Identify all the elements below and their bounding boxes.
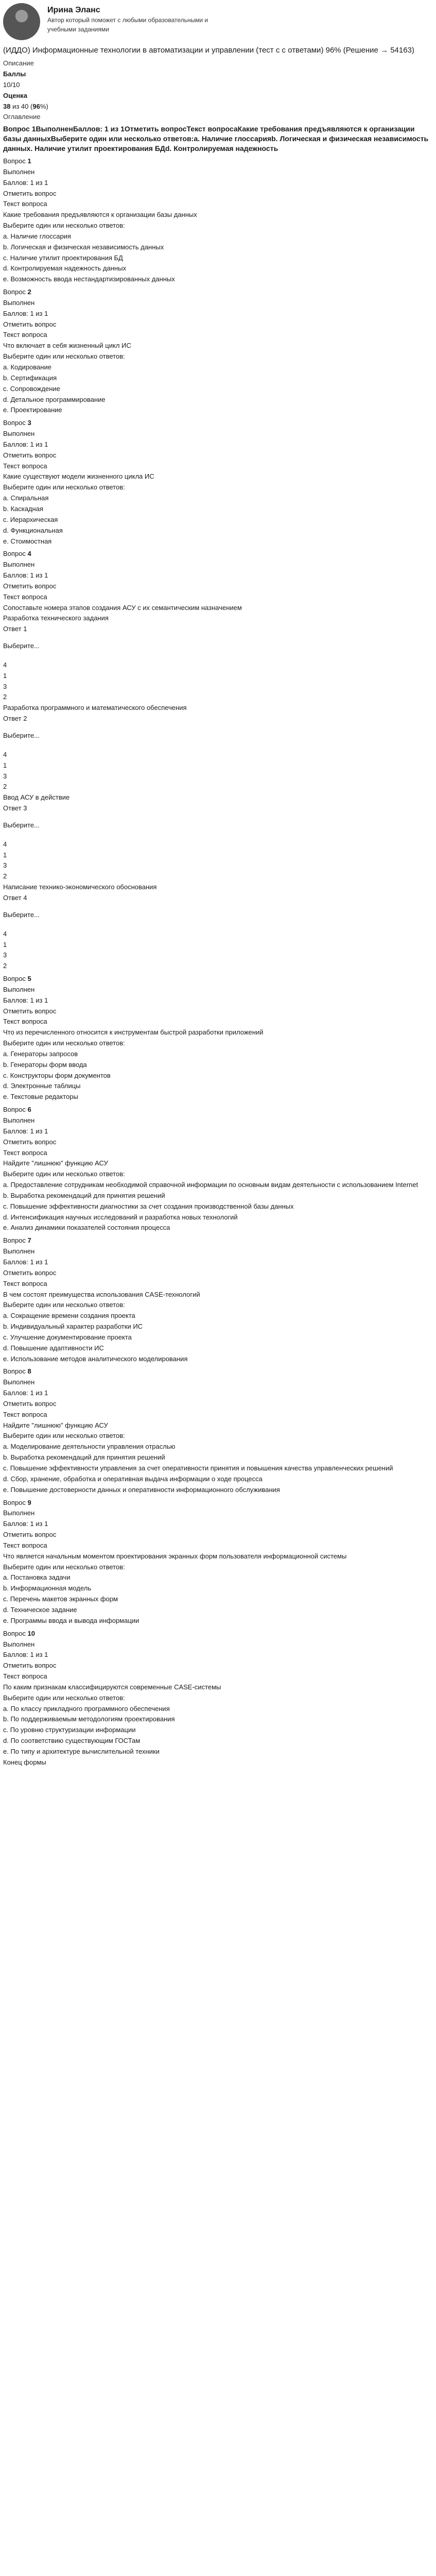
flag-question-link[interactable]: Отметить вопрос bbox=[3, 1138, 57, 1146]
grade-line bbox=[3, 102, 433, 112]
spacer bbox=[3, 742, 433, 749]
answer-option[interactable]: c. По уровню структуризации информации bbox=[3, 1726, 136, 1734]
answer-option[interactable]: d. Сбор, хранение, обработка и оперативная выдача информации о ходе процесса bbox=[3, 1475, 263, 1483]
question-status: Выполнен bbox=[3, 430, 35, 438]
question-number bbox=[3, 1105, 433, 1115]
question-score: Баллов: 1 из 1 bbox=[3, 440, 48, 448]
answer-option[interactable]: a. По классу прикладного программного обеспечения bbox=[3, 1704, 170, 1713]
match-item-title: Разработка программного и математического обеспечения bbox=[3, 704, 187, 712]
question-word: Вопрос bbox=[3, 975, 28, 983]
answer-option[interactable]: d. По соответствию существующим ГОСТам bbox=[3, 1737, 141, 1745]
question-number bbox=[3, 974, 433, 984]
answer-prompt: Выберите один или несколько ответов: bbox=[3, 1039, 125, 1047]
question-status: Выполнен bbox=[3, 985, 35, 993]
match-item-title: Ввод АСУ в действие bbox=[3, 793, 70, 802]
flag-question-link[interactable]: Отметить вопрос bbox=[3, 320, 57, 328]
answer-option[interactable]: e. Стоимостная bbox=[3, 537, 52, 545]
answer-option[interactable]: e. Текстовые редакторы bbox=[3, 1093, 78, 1101]
author-description: Автор который поможет с любыми образовательными и учебными заданиями bbox=[47, 16, 208, 33]
questions-block-b bbox=[3, 974, 433, 1757]
question-word: Вопрос bbox=[3, 419, 28, 427]
match-answer-label: Ответ 2 bbox=[3, 715, 27, 723]
answer-option[interactable]: d. Электронные таблицы bbox=[3, 1082, 81, 1090]
answer-option[interactable]: a. Сокращение времени создания проекта bbox=[3, 1312, 135, 1320]
question-text-label: Текст вопроса bbox=[3, 462, 47, 470]
question-number bbox=[3, 1367, 433, 1377]
author-card bbox=[3, 3, 433, 40]
answer-option[interactable]: a. Постановка задачи bbox=[3, 1573, 71, 1582]
score-value: 10/10 bbox=[3, 80, 20, 89]
answer-option[interactable]: e. Повышение достоверности данных и оперативности информационного обслуживания bbox=[3, 1485, 280, 1494]
answer-prompt: Выберите один или несколько ответов: bbox=[3, 1563, 125, 1571]
question-number bbox=[3, 157, 433, 166]
answer-option[interactable]: b. Информационная модель bbox=[3, 1584, 92, 1592]
question-text: Что является начальным моментом проектирования экранных форм пользователя информационной системы bbox=[3, 1552, 347, 1560]
match-select-option[interactable]: 1 bbox=[3, 851, 7, 859]
match-answer-label: Ответ 1 bbox=[3, 625, 27, 633]
question-word: Вопрос bbox=[3, 1106, 28, 1114]
match-item-title: Разработка технического задания bbox=[3, 614, 109, 622]
question-text: Что включает в себя жизненный цикл ИС bbox=[3, 342, 131, 350]
match-select-option[interactable]: 3 bbox=[3, 682, 7, 690]
answer-option[interactable]: e. Возможность ввода нестандартизированных данных bbox=[3, 275, 175, 283]
question-text-label: Текст вопроса bbox=[3, 592, 47, 601]
description-label: Описание bbox=[3, 59, 34, 67]
flag-question-link[interactable]: Отметить вопрос bbox=[3, 1662, 57, 1670]
question-text: Сопоставьте номера этапов создания АСУ с их семантическим назначением bbox=[3, 603, 242, 612]
question-status: Выполнен bbox=[3, 1378, 35, 1386]
question-score: Баллов: 1 из 1 bbox=[3, 1520, 48, 1528]
match-select-option[interactable]: 3 bbox=[3, 861, 7, 870]
question-status: Выполнен bbox=[3, 298, 35, 307]
answer-option[interactable]: a. Моделирование деятельности управления отраслью bbox=[3, 1443, 176, 1451]
question-score: Баллов: 1 из 1 bbox=[3, 1258, 48, 1266]
answer-option[interactable]: d. Техническое задание bbox=[3, 1605, 77, 1614]
grade-percent: 96 bbox=[32, 102, 40, 110]
match-select-option[interactable]: 4 bbox=[3, 660, 7, 669]
match-select-option[interactable]: 2 bbox=[3, 872, 7, 880]
answer-option[interactable]: a. Генераторы запросов bbox=[3, 1049, 78, 1058]
answer-option[interactable]: b. Выработка рекомендаций для принятия решений bbox=[3, 1191, 165, 1199]
answer-option[interactable]: c. Улучшение документирование проекта bbox=[3, 1333, 132, 1341]
question-text-label: Текст вопроса bbox=[3, 200, 47, 208]
flag-question-link[interactable]: Отметить вопрос bbox=[3, 1531, 57, 1539]
answer-option[interactable]: a. Кодирование bbox=[3, 363, 51, 371]
answer-option[interactable]: d. Функциональная bbox=[3, 526, 63, 534]
author-info bbox=[47, 3, 212, 34]
answer-option[interactable]: e. Программы ввода и вывода информации bbox=[3, 1616, 139, 1624]
question-word: Вопрос bbox=[3, 1236, 28, 1245]
question-4 bbox=[3, 549, 433, 971]
match-select[interactable]: Выберите... bbox=[3, 732, 40, 740]
question-text: Найдите "лишнюю" функцию АСУ bbox=[3, 1421, 108, 1429]
answer-prompt: Выберите один или несколько ответов: bbox=[3, 1301, 125, 1309]
questions-block-a bbox=[3, 157, 433, 546]
question-status: Выполнен bbox=[3, 1247, 35, 1256]
answer-option[interactable]: c. Перечень макетов экранных форм bbox=[3, 1595, 118, 1603]
flag-question-link[interactable]: Отметить вопрос bbox=[3, 1399, 57, 1408]
answer-option[interactable]: b. Каскадная bbox=[3, 504, 43, 513]
question-num: 3 bbox=[27, 419, 31, 427]
question-text: По каким признакам классифицируются современные CASE-системы bbox=[3, 1683, 221, 1691]
question-num: 7 bbox=[27, 1236, 31, 1245]
answer-option[interactable]: a. Спиральная bbox=[3, 494, 49, 502]
question-number bbox=[3, 549, 433, 559]
question-text: Найдите "лишнюю" функцию АСУ bbox=[3, 1159, 108, 1167]
match-select-option[interactable]: 2 bbox=[3, 962, 7, 970]
spacer bbox=[3, 921, 433, 928]
match-answer-label: Ответ 4 bbox=[3, 893, 27, 902]
question-num: 10 bbox=[27, 1629, 35, 1637]
question-1-heading: Вопрос 1ВыполненБаллов: 1 из 1Отметить вопросТекст вопросаКакие требования предъявляются к организации базы данныхВыберите один или несколько ответов:a. Наличие глоссарияb. Логическая и физическая независимость данных. Наличие утилит проектирования БДd. Контролируемая надежность bbox=[3, 125, 429, 153]
match-select[interactable]: Выберите... bbox=[3, 821, 40, 829]
question-num: 1 bbox=[27, 157, 31, 165]
grade-percent-suffix: %) bbox=[40, 102, 48, 110]
question-number bbox=[3, 1236, 433, 1246]
answer-option[interactable]: b. Сертификация bbox=[3, 374, 57, 382]
answer-prompt: Выберите один или несколько ответов: bbox=[3, 483, 125, 492]
answer-option[interactable]: c. Повышение эффективности диагностики за счет создания производственной базы данных bbox=[3, 1202, 294, 1210]
match-select-option[interactable]: 4 bbox=[3, 840, 7, 848]
question-status: Выполнен bbox=[3, 1116, 35, 1125]
answer-option[interactable]: c. Повышение эффективности управления за счет оперативности принятия и повышения качества управленческих решений bbox=[3, 1464, 393, 1472]
question-word: Вопрос bbox=[3, 1498, 28, 1506]
question-word: Вопрос bbox=[3, 157, 28, 165]
question-number bbox=[3, 418, 433, 428]
match-select-option[interactable]: 2 bbox=[3, 693, 7, 701]
match-select-option[interactable]: 1 bbox=[3, 671, 7, 680]
flag-question-link[interactable]: Отметить вопрос bbox=[3, 1007, 57, 1015]
answer-option[interactable]: c. Конструкторы форм документов bbox=[3, 1071, 111, 1079]
question-text: Что из перечисленного относится к инструментам быстрой разработки приложений bbox=[3, 1028, 264, 1037]
question-score: Баллов: 1 из 1 bbox=[3, 1651, 48, 1659]
question-status: Выполнен bbox=[3, 167, 35, 176]
answer-prompt: Выберите один или несколько ответов: bbox=[3, 1693, 125, 1702]
match-answer-label: Ответ 3 bbox=[3, 804, 27, 812]
question-score: Баллов: 1 из 1 bbox=[3, 996, 48, 1004]
answer-prompt: Выберите один или несколько ответов: bbox=[3, 352, 125, 361]
end-label: Конец формы bbox=[3, 1758, 46, 1766]
answer-option[interactable]: d. Повышение адаптивности ИС bbox=[3, 1344, 104, 1352]
question-word: Вопрос bbox=[3, 1629, 28, 1637]
match-select-option[interactable]: 4 bbox=[3, 929, 7, 938]
flag-question-link[interactable]: Отметить вопрос bbox=[3, 582, 57, 590]
question-score: Баллов: 1 из 1 bbox=[3, 178, 48, 187]
author-avatar[interactable] bbox=[3, 3, 40, 40]
question-score: Баллов: 1 из 1 bbox=[3, 1389, 48, 1397]
answer-option[interactable]: b. Логическая и физическая независимость данных bbox=[3, 243, 164, 251]
flag-question-link[interactable]: Отметить вопрос bbox=[3, 189, 57, 197]
match-select-option[interactable]: 2 bbox=[3, 783, 7, 791]
question-text: В чем состоят преимущества использования CASE-технологий bbox=[3, 1290, 200, 1298]
answer-option[interactable]: c. Сопровождение bbox=[3, 384, 60, 393]
answer-option[interactable]: e. Проектирование bbox=[3, 406, 62, 414]
flag-question-link[interactable]: Отметить вопрос bbox=[3, 1268, 57, 1277]
question-text-label: Текст вопроса bbox=[3, 1541, 47, 1549]
question-word: Вопрос bbox=[3, 1367, 28, 1376]
author-name[interactable]: Ирина Эланс bbox=[47, 6, 100, 14]
question-text-label: Текст вопроса bbox=[3, 1018, 47, 1026]
match-select-option[interactable]: 3 bbox=[3, 951, 7, 959]
question-number bbox=[3, 1498, 433, 1508]
question-status: Выполнен bbox=[3, 1640, 35, 1648]
question-score: Баллов: 1 из 1 bbox=[3, 571, 48, 580]
answer-option[interactable]: b. Индивидуальный характер разработки ИС bbox=[3, 1323, 143, 1331]
question-text-label: Текст вопроса bbox=[3, 1148, 47, 1157]
question-text-label: Текст вопроса bbox=[3, 331, 47, 339]
answer-option[interactable]: c. Наличие утилит проектирования БД bbox=[3, 253, 123, 262]
toc-label: Оглавление bbox=[3, 113, 41, 121]
question-text: Какие существуют модели жизненного цикла ИС bbox=[3, 472, 154, 481]
question-score: Баллов: 1 из 1 bbox=[3, 309, 48, 317]
question-number bbox=[3, 287, 433, 297]
answer-option[interactable]: d. Интенсификация научных исследований и разработка новых технологий bbox=[3, 1213, 238, 1221]
answer-prompt: Выберите один или несколько ответов: bbox=[3, 1432, 125, 1440]
match-select-option[interactable]: 4 bbox=[3, 750, 7, 758]
question-text-label: Текст вопроса bbox=[3, 1279, 47, 1287]
question-num: 6 bbox=[27, 1106, 31, 1114]
answer-prompt: Выберите один или несколько ответов: bbox=[3, 222, 125, 230]
answer-option[interactable]: a. Предоставление сотрудникам необходимой справочной информации по основным видам деятельности с использованием Internet bbox=[3, 1181, 418, 1189]
answer-option[interactable]: e. По типу и архитектуре вычислительной техники bbox=[3, 1747, 160, 1755]
document-title: (ИДДО) Информационные технологии в автоматизации и управлении (тест с с ответами) 96% (Решение → 54163) bbox=[3, 46, 414, 55]
question-text-label: Текст вопроса bbox=[3, 1410, 47, 1418]
answer-option[interactable]: b. Генераторы форм ввода bbox=[3, 1060, 87, 1069]
question-num: 4 bbox=[27, 550, 31, 558]
question-word: Вопрос bbox=[3, 288, 28, 296]
spacer bbox=[3, 832, 433, 839]
answer-option[interactable]: d. Контролируемая надежность данных bbox=[3, 264, 126, 273]
answer-prompt: Выберите один или несколько ответов: bbox=[3, 1170, 125, 1178]
grade-label: Оценка bbox=[3, 91, 27, 99]
answer-option[interactable]: d. Детальное программирование bbox=[3, 395, 106, 403]
match-select[interactable]: Выберите... bbox=[3, 910, 40, 919]
match-select-option[interactable]: 1 bbox=[3, 761, 7, 769]
question-num: 9 bbox=[27, 1498, 31, 1506]
question-status: Выполнен bbox=[3, 561, 35, 569]
match-item-title: Написание технико-экономического обоснования bbox=[3, 883, 157, 891]
match-select-option[interactable]: 1 bbox=[3, 940, 7, 948]
question-num: 2 bbox=[27, 288, 31, 296]
answer-option[interactable]: e. Использование методов аналитического моделирования bbox=[3, 1354, 188, 1363]
answer-option[interactable]: a. Наличие глоссария bbox=[3, 232, 71, 240]
answer-option[interactable]: b. Выработка рекомендаций для принятия решений bbox=[3, 1453, 165, 1462]
question-text-label: Текст вопроса bbox=[3, 1672, 47, 1681]
grade-of: из 40 ( bbox=[12, 102, 33, 110]
question-word: Вопрос bbox=[3, 550, 28, 558]
question-status: Выполнен bbox=[3, 1509, 35, 1517]
question-score: Баллов: 1 из 1 bbox=[3, 1127, 48, 1135]
flag-question-link[interactable]: Отметить вопрос bbox=[3, 451, 57, 459]
answer-option[interactable]: e. Анализ динамики показателей состояния процесса bbox=[3, 1224, 170, 1232]
match-select[interactable]: Выберите... bbox=[3, 642, 40, 650]
question-number bbox=[3, 1629, 433, 1639]
match-select-option[interactable]: 3 bbox=[3, 772, 7, 780]
score-label: Баллы bbox=[3, 70, 26, 78]
answer-option[interactable]: b. По поддерживаемым методологиям проектирования bbox=[3, 1715, 175, 1723]
question-num: 5 bbox=[27, 975, 31, 983]
question-num: 8 bbox=[27, 1367, 31, 1376]
answer-option[interactable]: c. Иерархическая bbox=[3, 515, 58, 523]
question-text: Какие требования предъявляются к организации базы данных bbox=[3, 211, 197, 219]
grade-value: 38 bbox=[3, 102, 11, 110]
spacer bbox=[3, 652, 433, 659]
